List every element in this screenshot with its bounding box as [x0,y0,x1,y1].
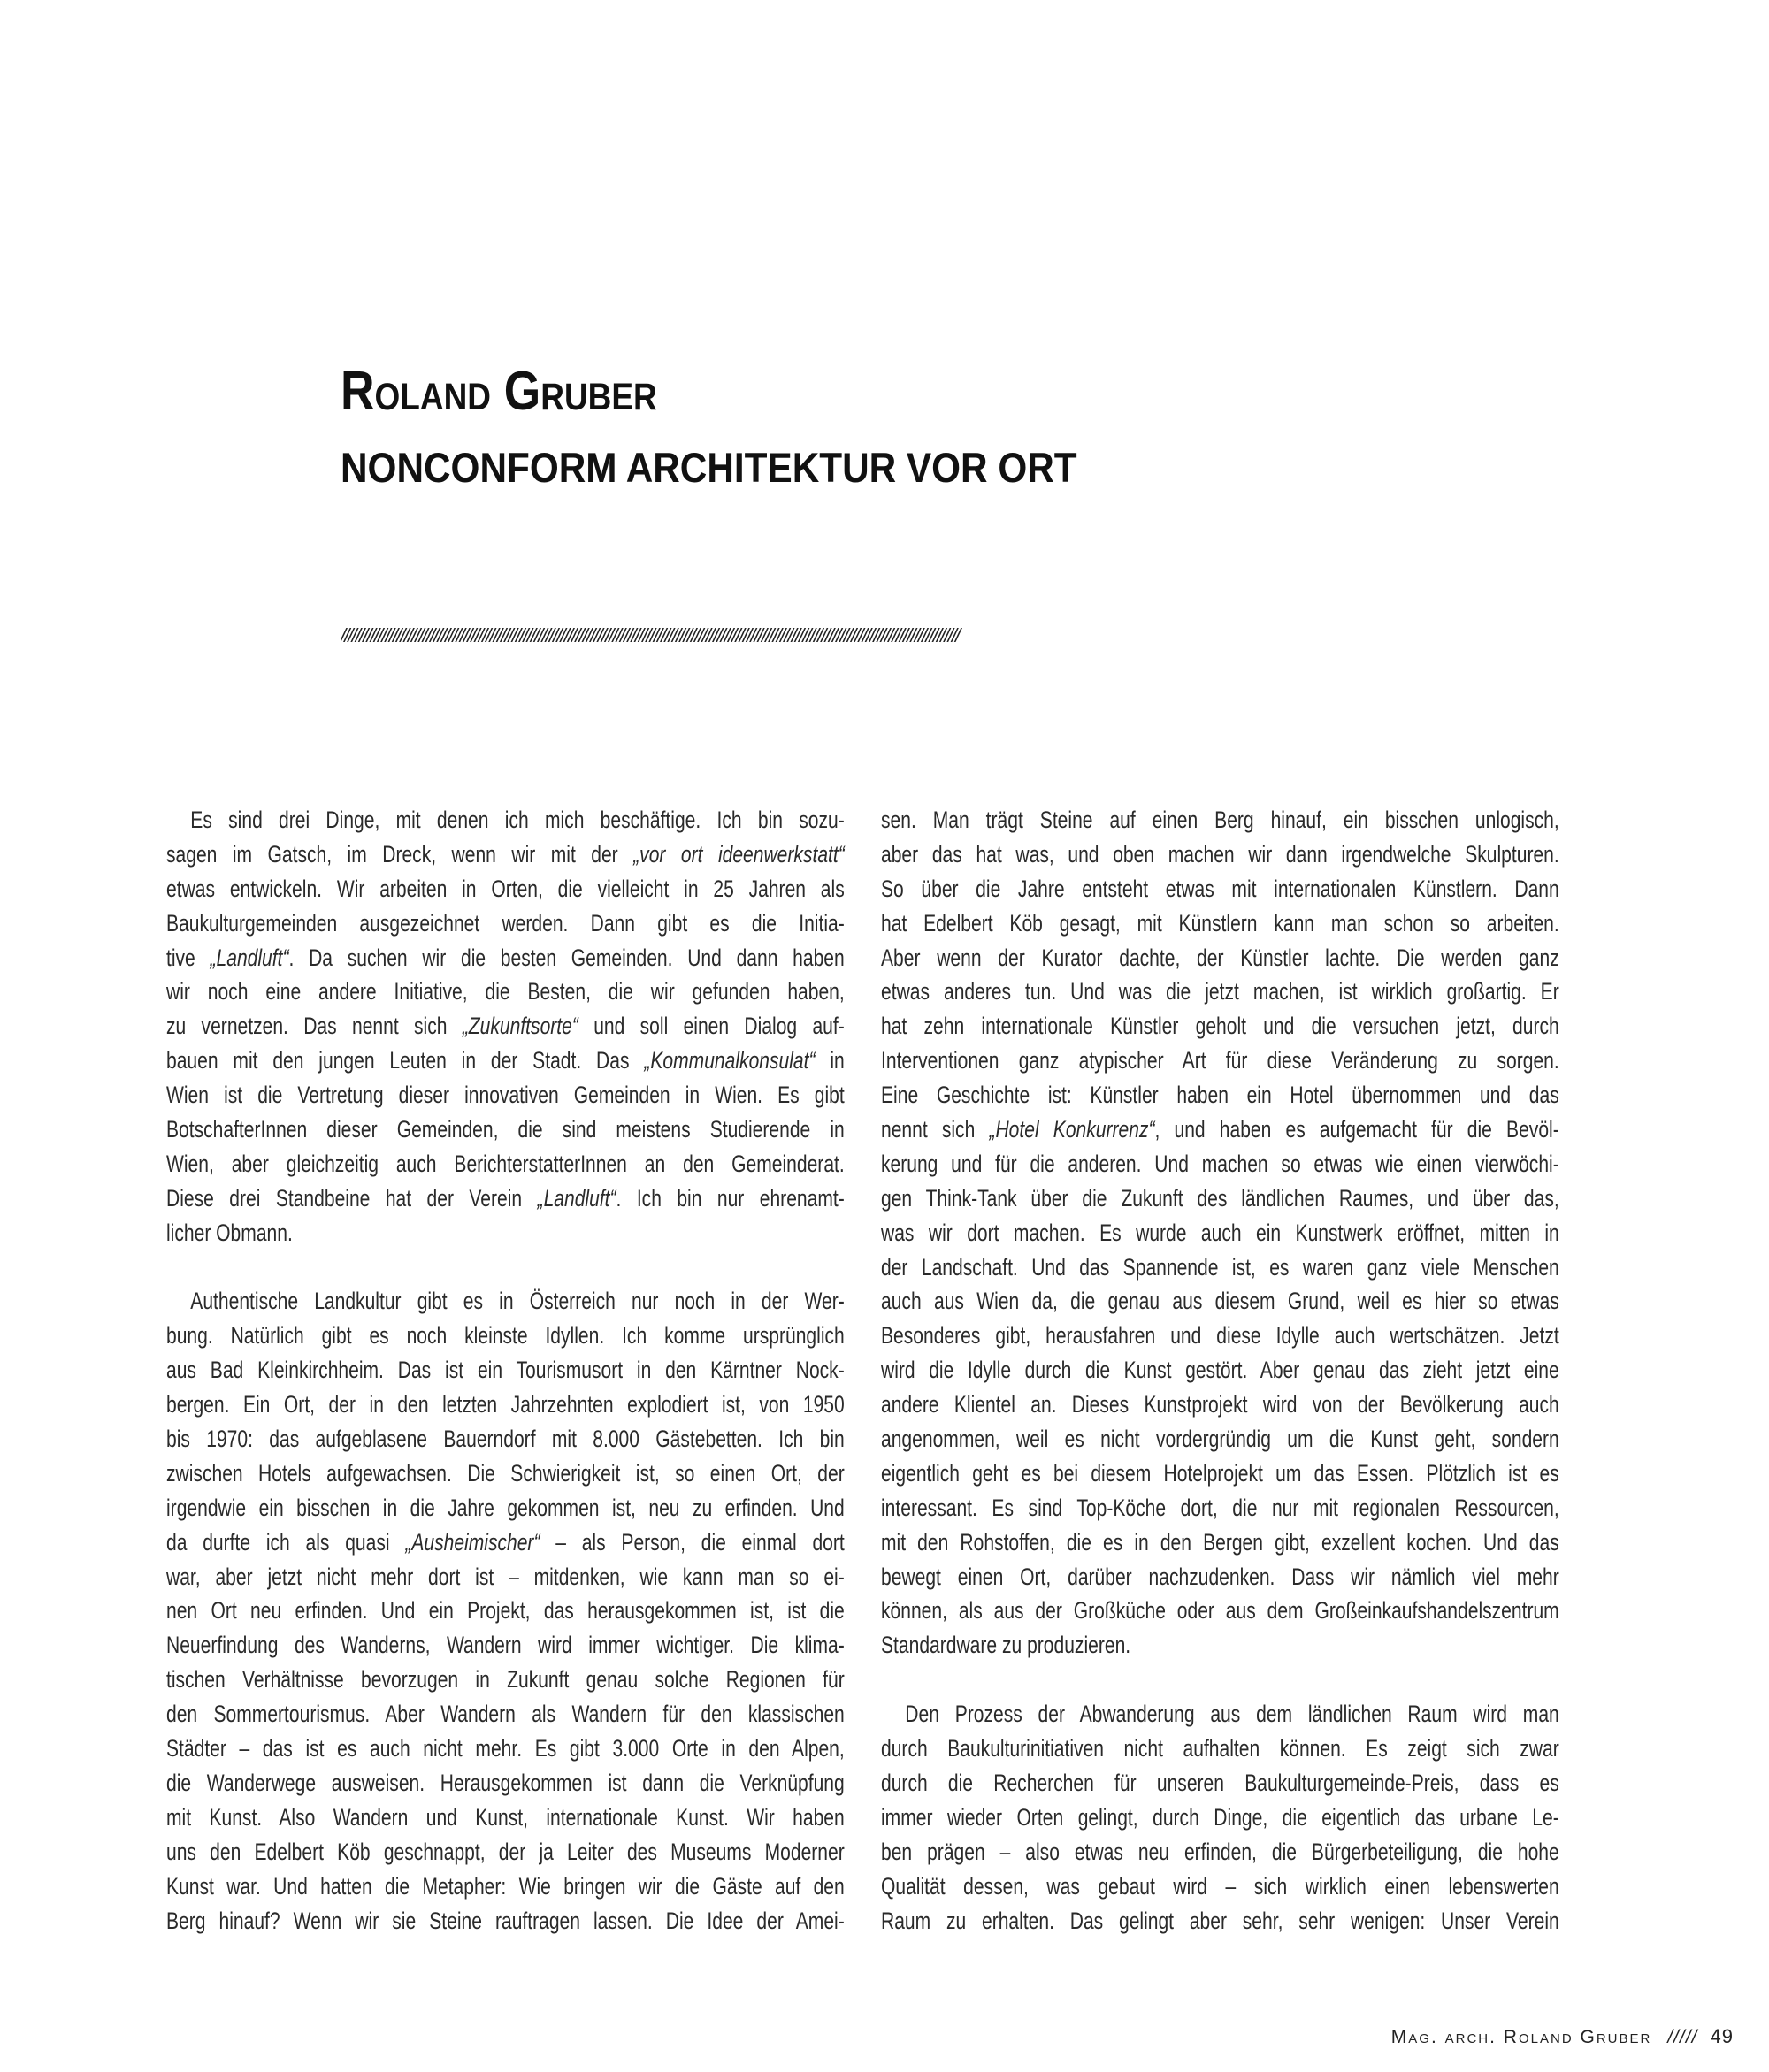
text-segment: bergen. Ein Ort, der in den letzten Jahrzehnten explodiert ist, von 1950 [166,1391,845,1418]
text-segment: was wir dort machen. Es wurde auch ein Kunstwerk eröffnet, mitten in [881,1219,1559,1246]
text-segment: irgendwie ein bisschen in die Jahre gekommen ist, neu zu erfinden. Und [166,1494,845,1521]
text-line [166,803,845,837]
text-line [166,1732,845,1766]
text-segment: immer wieder Orten gelingt, durch Dinge, die eigentlich das urbane Le- [881,1803,1559,1831]
text-segment: tive [166,944,211,971]
text-line [881,872,1559,906]
text-line [166,1422,845,1457]
text-segment: ben prägen – also etwas neu erfinden, die Bürgerbeteiligung, die hohe [881,1838,1559,1865]
text-line [881,1078,1559,1112]
text-segment: Es sind drei Dinge, mit denen ich mich beschäftige. Ich bin sozu- [190,807,845,833]
text-segment: . Da suchen wir die besten Gemeinden. Und dann haben [288,944,845,971]
text-line [881,1147,1559,1181]
text-segment: Raum zu erhalten. Das gelingt aber sehr, sehr wenigen: Unser Verein [881,1907,1559,1934]
text-segment: Den Prozess der Abwanderung aus dem ländlichen Raum wird man [905,1701,1559,1728]
paragraph [881,803,1559,1663]
text-line [166,941,845,975]
slash-divider: ////////////////////////////////////////////////////////////////////////////////////////////////////////////////////////////////////////////////////////////////////// [341,624,960,646]
text-line [166,1904,845,1938]
text-segment: der Landschaft. Und das Spannende ist, es waren ganz viele Menschen [881,1253,1559,1281]
text-line [881,1284,1559,1319]
text-segment: zu vernetzen. Das nennt sich [166,1013,463,1040]
text-line [166,1628,845,1663]
text-line [166,1284,845,1319]
text-line [166,1388,845,1422]
text-line [881,1044,1559,1078]
text-line [881,1628,1559,1663]
text-segment: BotschafterInnen dieser Gemeinden, die sind meistens Studierende in [166,1116,845,1143]
text-line [881,837,1559,872]
text-line [881,1491,1559,1525]
text-segment: hat Edelbert Köb gesagt, mit Künstlern kann man schon so arbeiten. [881,909,1559,937]
text-segment: bis 1970: das aufgeblasene Bauerndorf mit 8.000 Gästebetten. Ich bin [166,1426,845,1453]
text-segment: auch aus Wien da, die genau aus diesem Grund, weil es hier so etwas [881,1288,1559,1315]
page-number: 49 [1710,2025,1734,2047]
italic-title: „Ausheimischer“ [405,1528,540,1556]
text-line [166,1078,845,1112]
text-line [166,1835,845,1869]
text-segment: uns den Edelbert Köb geschnappt, der ja Leiter des Museums Moderner [166,1838,845,1865]
text-segment: Standardware zu produzieren. [881,1632,1131,1659]
text-segment: andere Klientel an. Dieses Kunstprojekt wird von der Bevölkerung auch [881,1391,1559,1418]
text-line [881,1353,1559,1388]
text-line [881,1697,1559,1732]
text-line [881,1457,1559,1491]
text-line [881,1525,1559,1560]
text-line [881,975,1559,1009]
text-line [881,906,1559,941]
text-segment: wir noch eine andere Initiative, die Besten, die wir gefunden haben, [166,978,845,1005]
text-segment: Eine Geschichte ist: Künstler haben ein Hotel übernommen und das [881,1082,1559,1109]
text-segment: mit den Rohstoffen, die es in den Bergen gibt, exzellent kochen. Und das [881,1528,1559,1556]
text-segment: Besonderes gibt, herausfahren und diese Idylle auch wertschätzen. Jetzt [881,1322,1559,1349]
text-line [166,1353,845,1388]
italic-title: „vor ort ideenwerkstatt“ [633,840,845,868]
italic-title: „Landluft“ [210,944,289,971]
text-segment: Authentische Landkultur gibt es in Österreich nur noch in der Wer- [190,1288,845,1315]
text-segment: bauen mit den jungen Leuten in der Stadt. Das [166,1047,645,1074]
text-line [881,1112,1559,1147]
paragraph-gap [166,1250,845,1285]
text-segment: bung. Natürlich gibt es noch kleinste Idyllen. Ich komme ursprünglich [166,1322,845,1349]
text-segment: gen Think-Tank über die Zukunft des ländlichen Raumes, und über das, [881,1184,1559,1212]
text-segment: nennt sich [881,1116,990,1143]
text-line [166,1697,845,1732]
text-segment: So über die Jahre entsteht etwas mit internationalen Künstlern. Dann [881,875,1559,902]
paragraph [166,1284,845,1938]
italic-title: „Hotel Konkurrenz“ [989,1116,1155,1143]
text-segment: Baukulturgemeinden ausgezeichnet werden. Dann gibt es die Initia- [166,909,845,937]
text-segment: war, aber jetzt nicht mehr dort ist – mitdenken, wie kann man so ei- [166,1563,845,1590]
text-line [881,1732,1559,1766]
italic-title: „Kommunalkonsulat“ [644,1047,816,1074]
text-segment: und soll einen Dialog auf- [578,1013,845,1040]
text-segment: durch die Recherchen für unseren Baukulturgemeinde-Preis, dass es [881,1769,1559,1796]
text-segment: sagen im Gatsch, im Dreck, wenn wir mit der [166,840,634,868]
text-segment: Wien, aber gleichzeitig auch BerichterstatterInnen an den Gemeinderat. [166,1150,845,1177]
text-segment: wird die Idylle durch die Kunst gestört. Aber genau das zieht jetzt eine [881,1357,1559,1384]
text-line [881,1904,1559,1938]
text-segment: eigentlich geht es bei diesem Hotelprojekt um das Essen. Plötzlich ist es [881,1459,1559,1487]
text-segment: – als Person, die einmal dort [540,1528,845,1556]
text-line [881,1766,1559,1801]
text-segment: bewegt einen Ort, darüber nachzudenken. Dass wir nämlich viel mehr [881,1563,1559,1590]
text-column-left [166,803,845,1938]
text-column-right [881,803,1559,1938]
page-footer [1391,2025,1734,2048]
text-segment: Interventionen ganz atypischer Art für diese Veränderung zu sorgen. [881,1047,1559,1074]
text-line [166,1112,845,1147]
running-head: Mag. arch. Roland Gruber [1390,2027,1652,2047]
text-segment: können, als aus der Großküche oder aus dem Großeinkaufshandelszentrum [881,1597,1559,1625]
text-line [166,1766,845,1801]
text-line [166,872,845,906]
text-line [166,1663,845,1697]
text-line [881,1216,1559,1250]
italic-title: „Zukunftsorte“ [462,1013,578,1040]
text-line [166,1009,845,1044]
chapter-subtitle: NONCONFORM ARCHITEKTUR VOR ORT [341,444,1077,491]
text-segment: sen. Man trägt Steine auf einen Berg hinauf, ein bisschen unlogisch, [881,807,1559,833]
paragraph-gap [881,1663,1559,1697]
text-line [881,1801,1559,1835]
text-line [881,1388,1559,1422]
paragraph [166,803,845,1250]
text-segment: Aber wenn der Kurator dachte, der Künstler lachte. Die werden ganz [881,944,1559,971]
text-line [881,1835,1559,1869]
text-segment: Diese drei Standbeine hat der Verein [166,1184,538,1212]
text-segment: interessant. Es sind Top-Köche dort, die nur mit regionalen Ressourcen, [881,1494,1559,1521]
text-segment: in [815,1047,845,1074]
text-line [166,1801,845,1835]
text-segment: durch Baukulturinitiativen nicht aufhalten können. Es zeigt sich zwar [881,1735,1559,1762]
text-segment: etwas entwickeln. Wir arbeiten in Orten, die vielleicht in 25 Jahren als [166,875,845,902]
text-segment: aber das hat was, und oben machen wir dann irgendwelche Skulpturen. [881,840,1559,868]
text-segment: Städter – das ist es auch nicht mehr. Es gibt 3.000 Orte in den Alpen, [166,1735,845,1762]
text-line [166,1594,845,1628]
text-segment: etwas anderes tun. Und was die jetzt machen, ist wirklich großartig. Er [881,978,1559,1005]
author-title: Roland Gruber [341,361,657,422]
text-line [166,1181,845,1216]
text-line [166,906,845,941]
text-line [166,1560,845,1594]
text-segment: tischen Verhältnisse bevorzugen in Zukunft genau solche Regionen für [166,1666,845,1694]
text-line [881,1594,1559,1628]
text-segment: Qualität dessen, was gebaut wird – sich wirklich einen lebenswerten [881,1872,1559,1900]
text-line [166,1147,845,1181]
text-segment: kerung und für die anderen. Und machen so etwas wie einen vierwöchi- [881,1150,1559,1177]
text-segment: Kunst war. Und hatten die Metapher: Wie bringen wir die Gäste auf den [166,1872,845,1900]
footer-separator: ///// [1667,2027,1698,2047]
text-segment: die Wanderwege ausweisen. Herausgekommen ist dann die Verknüpfung [166,1769,845,1796]
text-line [881,1869,1559,1904]
text-line [166,1869,845,1904]
text-segment: hat zehn internationale Künstler geholt und die versuchen jetzt, durch [881,1013,1559,1040]
text-line [881,1422,1559,1457]
text-line [166,1319,845,1353]
text-line [166,1525,845,1560]
text-segment: , und haben es aufgemacht für die Bevöl- [1154,1116,1559,1143]
text-segment: nen Ort neu erfinden. Und ein Projekt, das herausgekommen ist, ist die [166,1597,845,1625]
text-line [881,1009,1559,1044]
text-line [166,975,845,1009]
text-segment: den Sommertourismus. Aber Wandern als Wandern für den klassischen [166,1701,845,1728]
text-segment: licher Obmann. [166,1219,293,1246]
text-line [166,1044,845,1078]
text-segment: Berg hinauf? Wenn wir sie Steine rauftragen lassen. Die Idee der Amei- [166,1907,845,1934]
text-segment: Neuerfindung des Wanderns, Wandern wird immer wichtiger. Die klima- [166,1632,845,1659]
paragraph [881,1697,1559,1938]
text-line [881,803,1559,837]
text-line [881,1181,1559,1216]
text-line [166,1491,845,1525]
text-segment: aus Bad Kleinkirchheim. Das ist ein Tourismusort in den Kärntner Nock- [166,1357,845,1384]
text-line [166,1457,845,1491]
text-line [166,1216,845,1250]
text-segment: mit Kunst. Also Wandern und Kunst, internationale Kunst. Wir haben [166,1803,845,1831]
text-line [881,1250,1559,1285]
text-line [881,1560,1559,1594]
text-segment: Wien ist die Vertretung dieser innovativen Gemeinden in Wien. Es gibt [166,1082,845,1109]
text-segment: da durfte ich als quasi [166,1528,406,1556]
text-segment: angenommen, weil es nicht vordergründig um die Kunst geht, sondern [881,1426,1559,1453]
text-segment: zwischen Hotels aufgewachsen. Die Schwierigkeit ist, so einen Ort, der [166,1459,845,1487]
italic-title: „Landluft“ [537,1184,616,1212]
text-line [166,837,845,872]
text-line [881,1319,1559,1353]
text-line [881,941,1559,975]
text-segment: . Ich bin nur ehrenamt- [616,1184,845,1212]
